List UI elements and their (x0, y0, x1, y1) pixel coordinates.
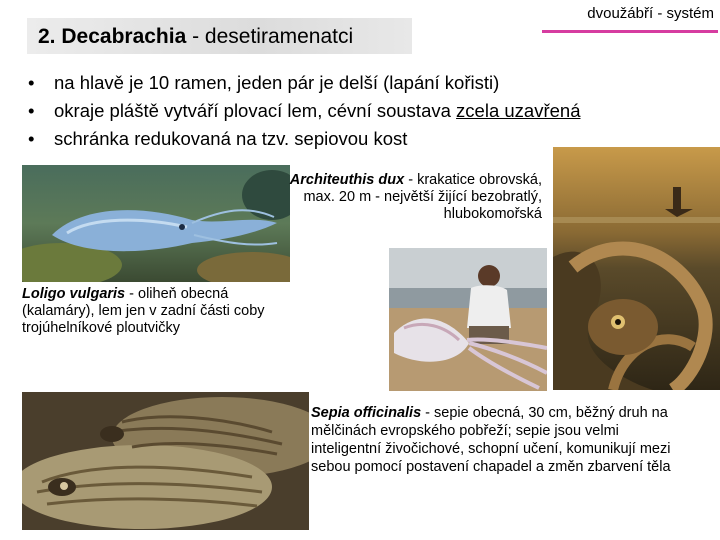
giant-squid-photo (389, 248, 547, 391)
architeuthis-caption (272, 172, 542, 223)
bullet-item: • schránka redukovaná na tzv. sepiovou kost (26, 125, 706, 153)
cuttlefish-photo (22, 392, 309, 530)
bullet-list (26, 69, 706, 153)
bullet-text: okraje pláště vytváří plovací lem, cévní soustava (54, 100, 457, 121)
title-rest: - desetiramenatci (186, 25, 354, 48)
loligo-caption (22, 286, 302, 337)
slide-title (27, 18, 412, 54)
kraken-painting (553, 147, 720, 390)
caption-text: - sepie obecná, 30 cm, běžný druh na mělčinách evropského pobřeží; sepie jsou velmi inteligentní živočichové, schopní učení, komunikují mezi sebou pomocí postavení chapadel a změn zbarvení těla (311, 405, 671, 475)
caption-text: - oliheň obecná (kalamáry), lem jen v zadní části coby trojúhelníkové ploutvičky (22, 286, 265, 336)
sepia-caption (311, 404, 671, 476)
bullet-item: • na hlavě je 10 ramen, jeden pár je delší (lapání kořisti) (26, 69, 706, 97)
species-name: Architeuthis dux (289, 172, 405, 188)
title-name: Decabrachia (61, 25, 187, 48)
caption-text: - krakatice obrovská, max. 20 m - největší žijící bezobratlý, hlubokomořská (303, 172, 542, 222)
bullet-underlined-text: zcela uzavřená (456, 100, 581, 121)
bullet-item (26, 97, 706, 125)
species-name: Loligo vulgaris (22, 286, 126, 302)
squid-photo (22, 165, 290, 282)
section-label: dvoužábří - systém (587, 5, 714, 22)
section-underline (542, 30, 718, 33)
title-number: 2. (38, 25, 56, 48)
species-name: Sepia officinalis (311, 405, 422, 421)
